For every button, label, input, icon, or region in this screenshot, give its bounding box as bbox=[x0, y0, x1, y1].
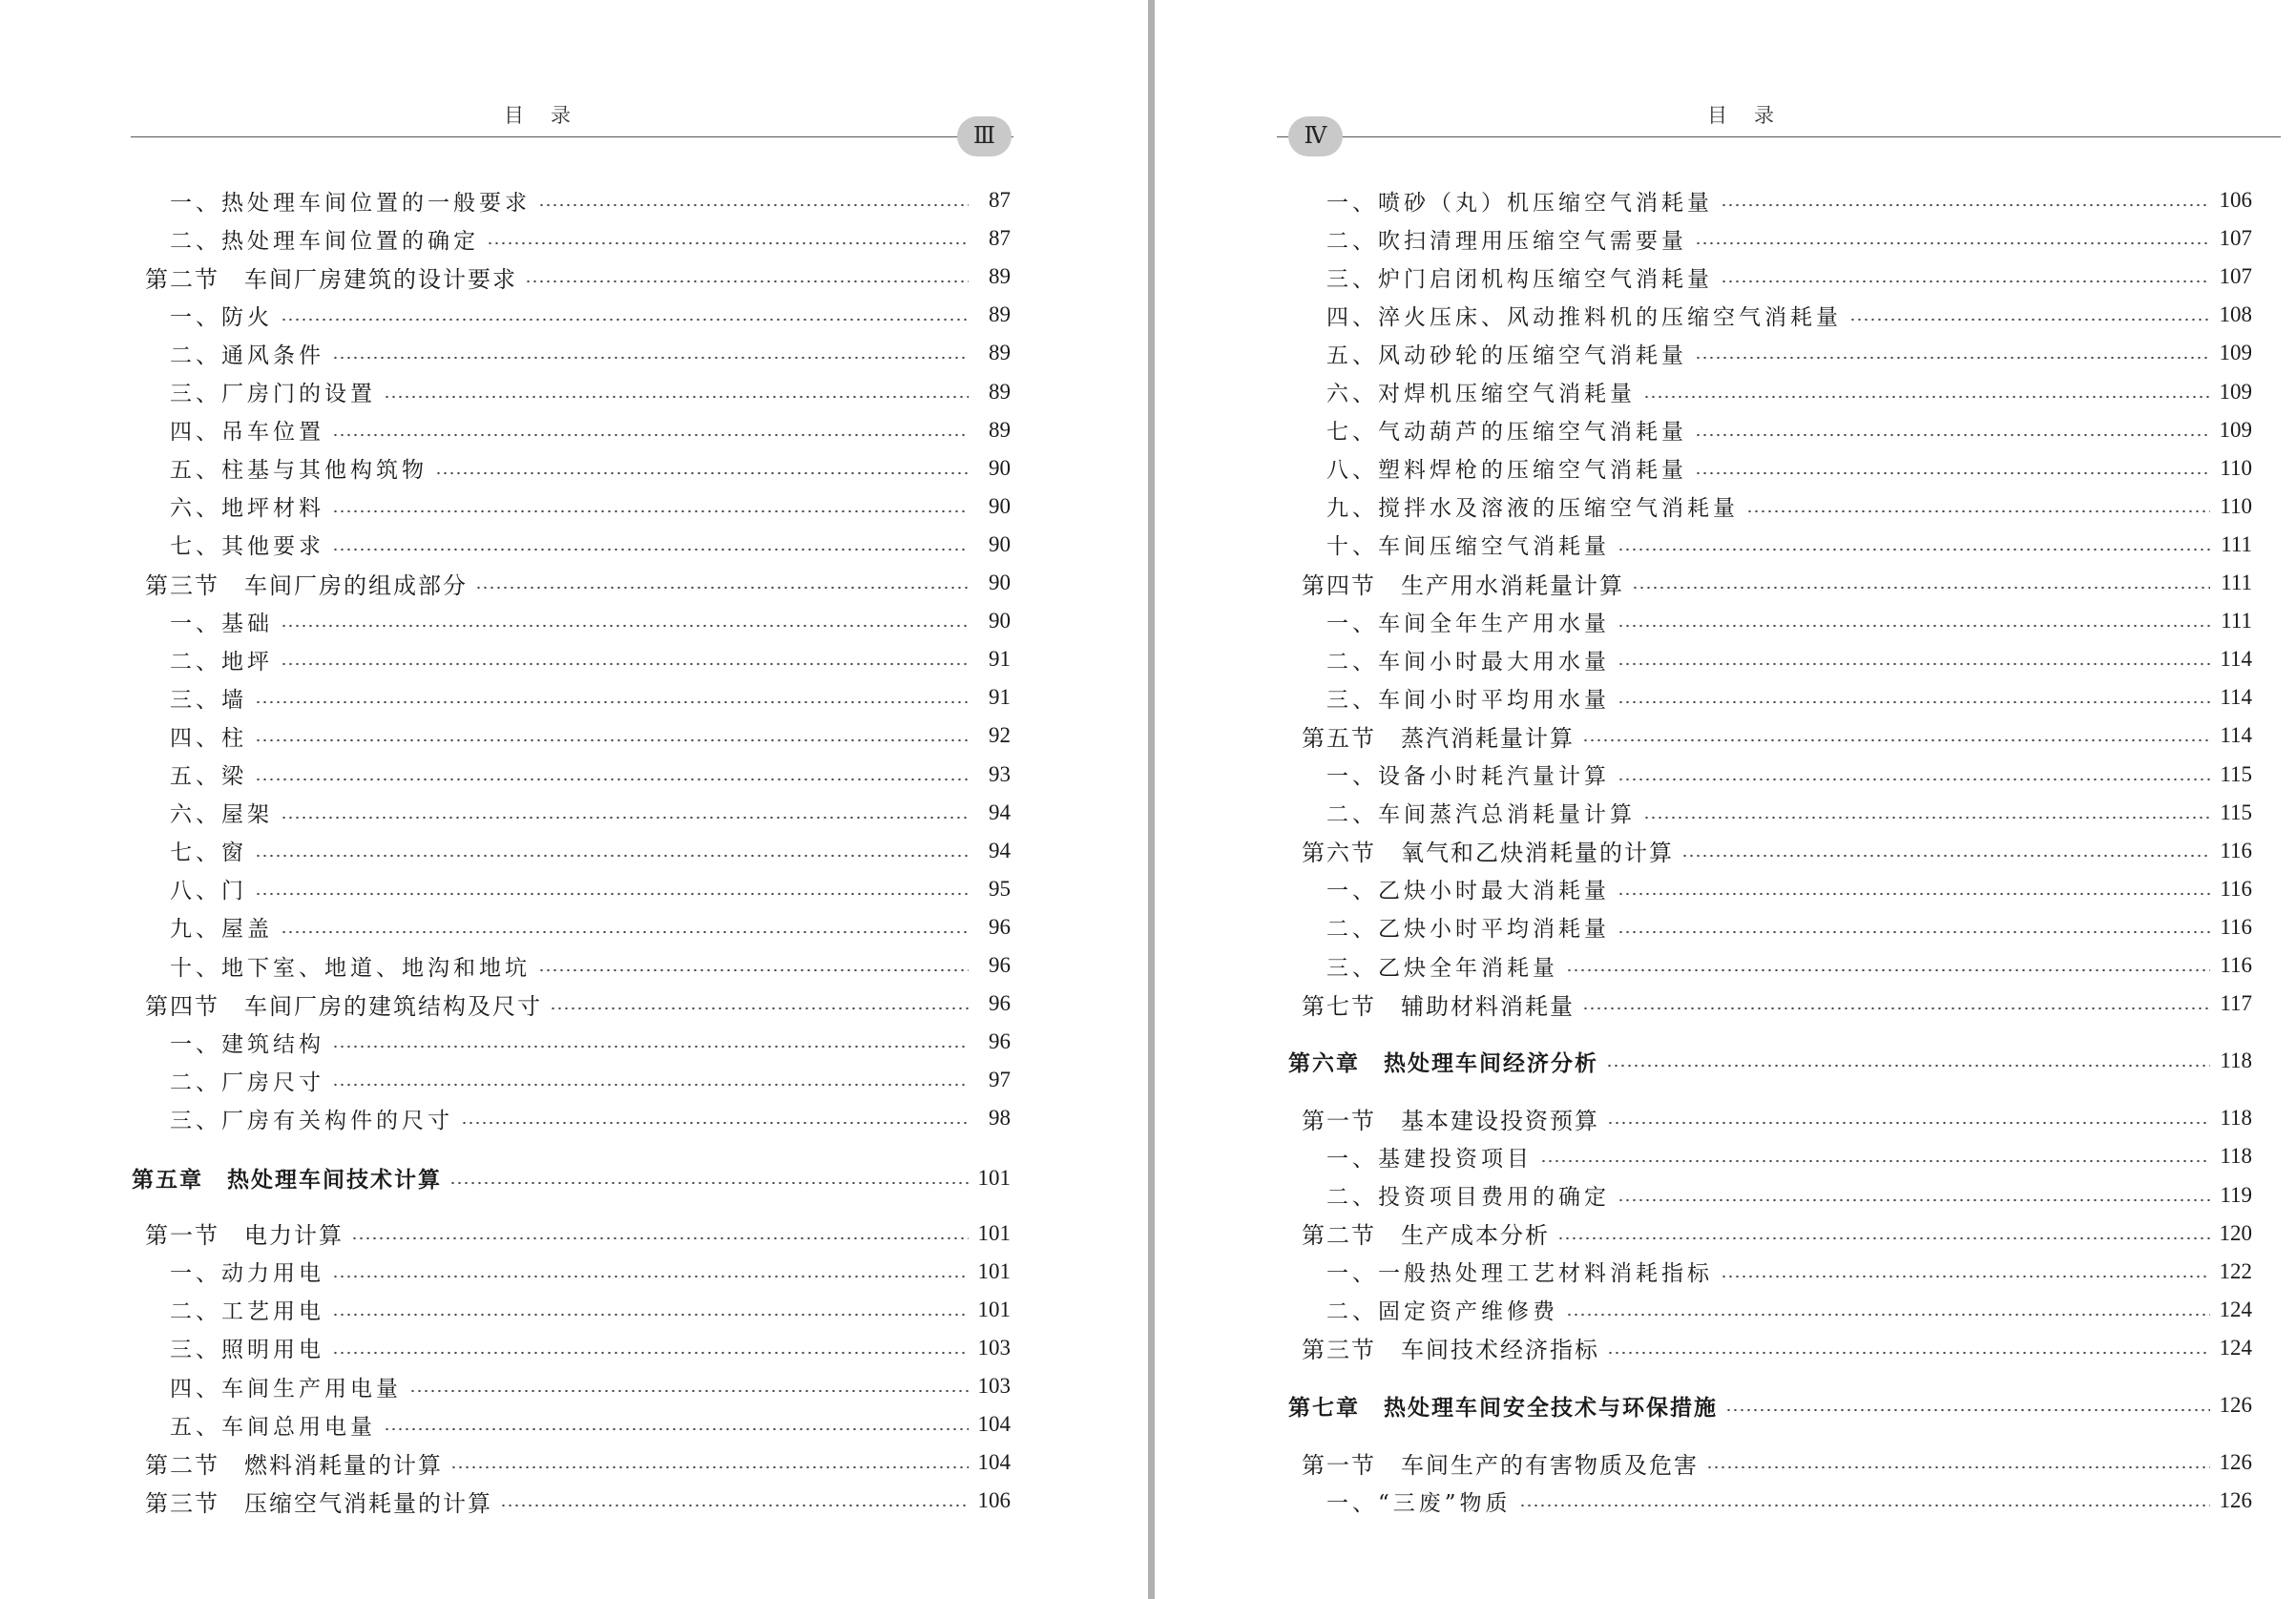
dot-leader bbox=[1618, 892, 2210, 896]
toc-section-entry[interactable] bbox=[1288, 985, 2252, 1023]
toc-entry-page-number: 114 bbox=[2220, 723, 2252, 748]
toc-entry-title: 八、塑料焊枪的压缩空气消耗量 bbox=[1326, 458, 1687, 484]
toc-entry-page-number: 94 bbox=[989, 800, 1011, 824]
toc-item-entry[interactable] bbox=[132, 526, 1011, 564]
dot-leader bbox=[1725, 1408, 2210, 1412]
toc-entry-page-number: 92 bbox=[989, 723, 1011, 748]
dot-leader bbox=[255, 854, 969, 858]
toc-entry-title: 三、墙 bbox=[170, 687, 247, 713]
dot-leader bbox=[1643, 816, 2210, 820]
toc-entry-title: 第二节 燃料消耗量的计算 bbox=[145, 1451, 443, 1479]
toc-item-entry[interactable] bbox=[1288, 373, 2252, 411]
right-page bbox=[1155, 0, 2296, 1599]
toc-entry-page-number: 104 bbox=[977, 1412, 1011, 1437]
toc-entry-title: 四、吊车位置 bbox=[170, 420, 324, 446]
toc-item-entry[interactable] bbox=[132, 870, 1011, 908]
toc-section-entry[interactable] bbox=[132, 1482, 1011, 1520]
toc-entry-title: 五、风动砂轮的压缩空气消耗量 bbox=[1326, 343, 1687, 368]
toc-entry-page-number: 108 bbox=[2219, 302, 2252, 327]
toc-item-entry[interactable] bbox=[132, 411, 1011, 449]
toc-item-entry[interactable] bbox=[1288, 296, 2252, 334]
toc-entry-title: 第一节 车间生产的有害物质及危害 bbox=[1302, 1451, 1699, 1479]
dot-leader bbox=[1695, 471, 2210, 475]
toc-entry-page-number: 96 bbox=[989, 953, 1011, 977]
toc-section-entry[interactable] bbox=[132, 564, 1011, 602]
dot-leader bbox=[435, 471, 969, 475]
toc-item-entry[interactable] bbox=[132, 640, 1011, 678]
toc-entry-title: 一、设备小时耗汽量计算 bbox=[1326, 764, 1610, 789]
toc-entry-page-number: 101 bbox=[977, 1258, 1011, 1283]
toc-item-entry[interactable] bbox=[132, 449, 1011, 488]
toc-item-entry[interactable] bbox=[132, 219, 1011, 258]
toc-entry-page-number: 89 bbox=[989, 264, 1011, 289]
toc-entry-page-number: 101 bbox=[977, 1220, 1011, 1245]
toc-entry-title: 二、车间小时最大用水量 bbox=[1326, 649, 1610, 675]
toc-entry-page-number: 110 bbox=[2220, 493, 2252, 518]
dot-leader bbox=[281, 816, 969, 820]
toc-item-entry[interactable] bbox=[132, 716, 1011, 755]
dot-leader bbox=[487, 241, 969, 245]
toc-entry-title: 五、柱基与其他构筑物 bbox=[170, 458, 428, 484]
toc-entry-title: 第七章 热处理车间安全技术与环保措施 bbox=[1288, 1395, 1718, 1421]
toc-entry-page-number: 90 bbox=[989, 493, 1011, 518]
toc-item-entry[interactable] bbox=[132, 908, 1011, 946]
toc-item-entry[interactable] bbox=[132, 678, 1011, 716]
toc-entry-title: 七、气动葫芦的压缩空气消耗量 bbox=[1326, 420, 1687, 446]
dot-leader bbox=[1618, 548, 2210, 551]
toc-entry-title: 一、动力用电 bbox=[170, 1261, 324, 1287]
toc-entry-title: 八、门 bbox=[170, 879, 247, 904]
toc-item-entry[interactable] bbox=[1288, 1291, 2252, 1329]
toc-item-entry[interactable] bbox=[1288, 946, 2252, 985]
toc-entry-title: 二、地坪 bbox=[170, 649, 273, 675]
dot-leader bbox=[500, 1504, 969, 1507]
toc-item-entry[interactable] bbox=[132, 832, 1011, 870]
toc-entry-title: 第一节 电力计算 bbox=[145, 1222, 344, 1250]
toc-entry-page-number: 94 bbox=[989, 838, 1011, 862]
dot-leader bbox=[538, 203, 969, 207]
toc-item-entry[interactable] bbox=[132, 794, 1011, 832]
dot-leader bbox=[475, 586, 969, 590]
dot-leader bbox=[332, 1045, 969, 1049]
toc-item-entry[interactable] bbox=[132, 1405, 1011, 1443]
toc-entry-title: 一、基础 bbox=[170, 611, 273, 636]
toc-entry-page-number: 111 bbox=[2221, 609, 2252, 633]
toc-entry-title: 一、一般热处理工艺材料消耗指标 bbox=[1326, 1261, 1713, 1287]
dot-leader bbox=[1849, 318, 2210, 322]
toc-item-entry[interactable] bbox=[132, 1329, 1011, 1367]
dot-leader bbox=[281, 930, 969, 934]
toc-item-entry[interactable] bbox=[1288, 1176, 2252, 1215]
toc-entry-title: 三、乙炔全年消耗量 bbox=[1326, 955, 1558, 981]
toc-entry-title: 一、热处理车间位置的一般要求 bbox=[170, 190, 531, 216]
toc-entry-page-number: 109 bbox=[2219, 417, 2252, 442]
toc-entry-page-number: 87 bbox=[989, 188, 1011, 212]
dot-leader bbox=[255, 892, 969, 896]
toc-entry-title: 第六章 热处理车间经济分析 bbox=[1288, 1050, 1598, 1076]
toc-section-entry[interactable] bbox=[132, 985, 1011, 1023]
toc-item-entry[interactable] bbox=[1288, 640, 2252, 678]
toc-entry-title: 第三节 压缩空气消耗量的计算 bbox=[145, 1489, 492, 1517]
toc-item-entry[interactable] bbox=[1288, 449, 2252, 488]
dot-leader bbox=[1618, 624, 2210, 628]
toc-entry-title: 一、“三废”物质 bbox=[1326, 1490, 1512, 1516]
toc-entry-page-number: 116 bbox=[2220, 838, 2252, 862]
toc-entry-title: 二、通风条件 bbox=[170, 343, 324, 368]
toc-item-entry[interactable] bbox=[132, 334, 1011, 372]
toc-section-entry[interactable] bbox=[1288, 716, 2252, 755]
dot-leader bbox=[449, 1181, 969, 1185]
dot-leader bbox=[1566, 968, 2210, 972]
dot-leader bbox=[461, 1121, 969, 1125]
toc-entry-title: 二、投资项目费用的确定 bbox=[1326, 1185, 1610, 1210]
toc-entry-page-number: 124 bbox=[2219, 1335, 2252, 1360]
dot-leader bbox=[332, 509, 969, 513]
toc-entry-page-number: 95 bbox=[989, 876, 1011, 901]
dot-leader bbox=[351, 1236, 969, 1240]
toc-entry-page-number: 122 bbox=[2219, 1258, 2252, 1283]
dot-leader bbox=[332, 1083, 969, 1087]
toc-item-entry[interactable] bbox=[1288, 488, 2252, 526]
toc-item-entry[interactable] bbox=[1288, 908, 2252, 946]
toc-entry-title: 十、车间压缩空气消耗量 bbox=[1326, 534, 1610, 560]
dot-leader bbox=[332, 1313, 969, 1317]
toc-item-entry[interactable] bbox=[1288, 258, 2252, 296]
toc-entry-page-number: 118 bbox=[2220, 1106, 2252, 1131]
running-head: 目录 bbox=[504, 104, 597, 127]
toc-entry-page-number: 109 bbox=[2219, 341, 2252, 365]
toc-item-entry[interactable] bbox=[132, 1061, 1011, 1099]
toc-item-entry[interactable] bbox=[132, 488, 1011, 526]
toc-entry-page-number: 101 bbox=[977, 1297, 1011, 1321]
toc-entry-title: 二、车间蒸汽总消耗量计算 bbox=[1326, 802, 1636, 828]
toc-entry-page-number: 103 bbox=[977, 1374, 1011, 1398]
toc-entry-title: 九、屋盖 bbox=[170, 917, 273, 943]
toc-entry-title: 四、柱 bbox=[170, 725, 247, 751]
dot-leader bbox=[409, 1389, 969, 1393]
toc-item-entry[interactable] bbox=[132, 756, 1011, 794]
toc-entry-page-number: 110 bbox=[2220, 455, 2252, 480]
toc-entry-title: 第五节 蒸汽消耗量计算 bbox=[1302, 724, 1575, 752]
toc-entry-page-number: 96 bbox=[989, 1029, 1011, 1054]
toc-entry-page-number: 118 bbox=[2220, 1144, 2252, 1169]
dot-leader bbox=[1606, 1064, 2210, 1068]
dot-leader bbox=[332, 356, 969, 360]
dot-leader bbox=[332, 548, 969, 551]
dot-leader bbox=[1582, 1007, 2210, 1010]
dot-leader bbox=[538, 968, 969, 972]
dot-leader bbox=[1607, 1351, 2210, 1355]
toc-entry-page-number: 117 bbox=[2220, 991, 2252, 1016]
toc-item-entry[interactable] bbox=[132, 181, 1011, 219]
dot-leader bbox=[1557, 1236, 2210, 1240]
toc-entry-page-number: 111 bbox=[2221, 531, 2252, 556]
toc-entry-page-number: 89 bbox=[989, 341, 1011, 365]
toc-entry-page-number: 114 bbox=[2220, 647, 2252, 672]
toc-entry-title: 第二节 生产成本分析 bbox=[1302, 1222, 1550, 1250]
toc-entry-title: 第二节 车间厂房建筑的设计要求 bbox=[145, 265, 517, 293]
dot-leader bbox=[1721, 1275, 2210, 1278]
toc-entry-page-number: 118 bbox=[2220, 1049, 2252, 1073]
dot-leader bbox=[332, 1351, 969, 1355]
dot-leader bbox=[281, 318, 969, 322]
dot-leader bbox=[1618, 778, 2210, 781]
toc-entry-page-number: 106 bbox=[977, 1488, 1011, 1513]
dot-leader bbox=[1566, 1313, 2210, 1317]
dot-leader bbox=[1643, 395, 2210, 399]
toc-entry-title: 五、梁 bbox=[170, 764, 247, 789]
toc-entry-page-number: 115 bbox=[2220, 800, 2252, 824]
toc-entry-title: 四、车间生产用电量 bbox=[170, 1376, 402, 1402]
toc-entry-page-number: 119 bbox=[2220, 1182, 2252, 1207]
toc-item-entry[interactable] bbox=[1288, 526, 2252, 564]
toc-entry-page-number: 114 bbox=[2220, 685, 2252, 710]
toc-entry-title: 一、车间全年生产用水量 bbox=[1326, 611, 1610, 636]
toc-item-entry[interactable] bbox=[132, 946, 1011, 985]
toc-entry-title: 第一节 基本建设投资预算 bbox=[1302, 1107, 1599, 1134]
toc-entry-page-number: 126 bbox=[2219, 1450, 2252, 1475]
toc-entry-page-number: 90 bbox=[989, 531, 1011, 556]
toc-entry-title: 二、乙炔小时平均消耗量 bbox=[1326, 917, 1610, 943]
toc-item-entry[interactable] bbox=[1288, 334, 2252, 372]
toc-entry-title: 一、建筑结构 bbox=[170, 1031, 324, 1057]
toc-entry-title: 三、车间小时平均用水量 bbox=[1326, 687, 1610, 713]
toc-entry-page-number: 126 bbox=[2219, 1393, 2252, 1417]
toc-entry-title: 三、厂房有关构件的尺寸 bbox=[170, 1108, 453, 1133]
toc-entry-title: 二、吹扫清理用压缩空气需要量 bbox=[1326, 228, 1687, 254]
toc-entry-title: 七、其他要求 bbox=[170, 534, 324, 560]
toc-entry-title: 十、地下室、地道、地沟和地坑 bbox=[170, 955, 531, 981]
toc-item-entry[interactable] bbox=[1288, 219, 2252, 258]
toc-entry-title: 九、搅拌水及溶液的压缩空气消耗量 bbox=[1326, 496, 1739, 522]
dot-leader bbox=[332, 433, 969, 437]
toc-entry-title: 二、工艺用电 bbox=[170, 1299, 324, 1325]
toc-entry-page-number: 89 bbox=[989, 302, 1011, 327]
toc-section-entry[interactable] bbox=[132, 258, 1011, 296]
toc-entry-page-number: 106 bbox=[2219, 188, 2252, 212]
toc-item-entry[interactable] bbox=[1288, 756, 2252, 794]
toc-entry-title: 一、基建投资项目 bbox=[1326, 1146, 1533, 1172]
dot-leader bbox=[1721, 203, 2210, 207]
toc-entry-page-number: 107 bbox=[2219, 226, 2252, 251]
toc-entry-page-number: 103 bbox=[977, 1335, 1011, 1360]
toc-entry-title: 第三节 车间厂房的组成部分 bbox=[145, 571, 468, 599]
toc-item-entry[interactable] bbox=[1288, 794, 2252, 832]
page-number-badge: Ⅳ bbox=[1288, 116, 1343, 156]
toc-item-entry[interactable] bbox=[1288, 1482, 2252, 1520]
toc-chapter-entry[interactable] bbox=[1288, 1042, 2252, 1080]
toc-entry-page-number: 98 bbox=[989, 1106, 1011, 1131]
toc-section-entry[interactable] bbox=[1288, 1215, 2252, 1253]
toc-entry-title: 四、淬火压床、风动推料机的压缩空气消耗量 bbox=[1326, 304, 1842, 330]
dot-leader bbox=[384, 395, 969, 399]
toc-item-entry[interactable] bbox=[1288, 678, 2252, 716]
toc-entry-page-number: 116 bbox=[2220, 876, 2252, 901]
toc-entry-title: 第五章 热处理车间技术计算 bbox=[132, 1168, 442, 1193]
dot-leader bbox=[1681, 854, 2210, 858]
dot-leader bbox=[1618, 930, 2210, 934]
toc-entry-title: 一、防火 bbox=[170, 304, 273, 330]
toc-entry-page-number: 104 bbox=[977, 1450, 1011, 1475]
toc-entry-page-number: 101 bbox=[977, 1165, 1011, 1190]
toc-entry-page-number: 89 bbox=[989, 379, 1011, 404]
dot-leader bbox=[1607, 1121, 2210, 1125]
dot-leader bbox=[1632, 586, 2210, 590]
toc-entry-page-number: 90 bbox=[989, 609, 1011, 633]
toc-section-entry[interactable] bbox=[132, 1215, 1011, 1253]
toc-entry-title: 二、固定资产维修费 bbox=[1326, 1299, 1558, 1325]
toc-section-entry[interactable] bbox=[1288, 564, 2252, 602]
toc-entry-title: 二、热处理车间位置的确定 bbox=[170, 228, 479, 254]
dot-leader bbox=[1618, 1198, 2210, 1202]
dot-leader bbox=[281, 624, 969, 628]
toc-entry-title: 三、厂房门的设置 bbox=[170, 382, 376, 406]
toc-entry-page-number: 107 bbox=[2219, 264, 2252, 289]
toc-section-entry[interactable] bbox=[1288, 1443, 2252, 1482]
toc-entry-title: 六、地坪材料 bbox=[170, 496, 324, 522]
dot-leader bbox=[281, 662, 969, 666]
toc-section-entry[interactable] bbox=[1288, 1329, 2252, 1367]
toc-item-entry[interactable] bbox=[132, 1253, 1011, 1291]
toc-chapter-entry[interactable] bbox=[132, 1159, 1011, 1197]
toc-entry-page-number: 93 bbox=[989, 761, 1011, 786]
toc-entry-page-number: 89 bbox=[989, 417, 1011, 442]
toc-entry-page-number: 90 bbox=[989, 455, 1011, 480]
dot-leader bbox=[450, 1465, 969, 1469]
dot-leader bbox=[1695, 241, 2210, 245]
toc-item-entry[interactable] bbox=[1288, 1253, 2252, 1291]
toc-entry-page-number: 87 bbox=[989, 226, 1011, 251]
toc-entry-page-number: 111 bbox=[2221, 571, 2252, 594]
dot-leader bbox=[1519, 1504, 2210, 1507]
toc-item-entry[interactable] bbox=[1288, 870, 2252, 908]
toc-item-entry[interactable] bbox=[1288, 411, 2252, 449]
toc-entry-title: 第六节 氧气和乙炔消耗量的计算 bbox=[1302, 840, 1674, 867]
toc-entry-page-number: 116 bbox=[2220, 914, 2252, 939]
running-head: 目录 bbox=[1707, 104, 1801, 127]
toc-entry-title: 第七节 辅助材料消耗量 bbox=[1302, 992, 1575, 1020]
toc-item-entry[interactable] bbox=[132, 1367, 1011, 1405]
dot-leader bbox=[1746, 509, 2210, 513]
toc-entry-page-number: 116 bbox=[2220, 953, 2252, 977]
book-gutter bbox=[1148, 0, 1155, 1599]
toc-entry-title: 三、炉门启闭机构压缩空气消耗量 bbox=[1326, 266, 1713, 292]
toc-item-entry[interactable] bbox=[1288, 181, 2252, 219]
dot-leader bbox=[255, 738, 969, 742]
dot-leader bbox=[255, 778, 969, 781]
dot-leader bbox=[1618, 700, 2210, 704]
toc-entry-title: 第三节 车间技术经济指标 bbox=[1302, 1337, 1599, 1364]
toc-entry-title: 三、照明用电 bbox=[170, 1338, 324, 1363]
toc-section-entry[interactable] bbox=[132, 1443, 1011, 1482]
toc-entry-page-number: 124 bbox=[2219, 1297, 2252, 1321]
dot-leader bbox=[1695, 433, 2210, 437]
toc-entry-page-number: 120 bbox=[2219, 1220, 2252, 1245]
toc-entry-title: 第四节 生产用水消耗量计算 bbox=[1302, 571, 1624, 599]
toc-entry-title: 五、车间总用电量 bbox=[170, 1414, 376, 1440]
toc-entry-page-number: 97 bbox=[989, 1068, 1011, 1092]
toc-entry-page-number: 96 bbox=[989, 914, 1011, 939]
toc-item-entry[interactable] bbox=[132, 296, 1011, 334]
toc-entry-page-number: 96 bbox=[989, 991, 1011, 1016]
dot-leader bbox=[1582, 738, 2210, 742]
dot-leader bbox=[1618, 662, 2210, 666]
toc-entry-page-number: 91 bbox=[989, 647, 1011, 672]
dot-leader bbox=[255, 700, 969, 704]
toc-chapter-entry[interactable] bbox=[1288, 1386, 2252, 1424]
toc-entry-title: 七、窗 bbox=[170, 841, 247, 866]
dot-leader bbox=[550, 1007, 969, 1010]
toc-item-entry[interactable] bbox=[1288, 1137, 2252, 1175]
toc-entry-title: 一、乙炔小时最大消耗量 bbox=[1326, 879, 1610, 904]
dot-leader bbox=[1721, 280, 2210, 283]
dot-leader bbox=[384, 1427, 969, 1431]
toc-entry-page-number: 91 bbox=[989, 685, 1011, 710]
toc-entry-title: 六、屋架 bbox=[170, 802, 273, 828]
dot-leader bbox=[1695, 356, 2210, 360]
toc-entry-title: 六、对焊机压缩空气消耗量 bbox=[1326, 382, 1636, 406]
header-rule bbox=[1277, 136, 2281, 137]
toc-entry-page-number: 126 bbox=[2219, 1488, 2252, 1513]
toc-entry-title: 一、喷砂（丸）机压缩空气消耗量 bbox=[1326, 190, 1713, 216]
dot-leader bbox=[525, 280, 969, 283]
toc-item-entry[interactable] bbox=[132, 1099, 1011, 1137]
toc-item-entry[interactable] bbox=[132, 1291, 1011, 1329]
toc-item-entry[interactable] bbox=[132, 602, 1011, 640]
toc-entry-title: 第四节 车间厂房的建筑结构及尺寸 bbox=[145, 992, 542, 1020]
toc-item-entry[interactable] bbox=[1288, 602, 2252, 640]
toc-entry-title: 二、厂房尺寸 bbox=[170, 1069, 324, 1095]
dot-leader bbox=[332, 1275, 969, 1278]
toc-section-entry[interactable] bbox=[1288, 1099, 2252, 1137]
toc-item-entry[interactable] bbox=[132, 373, 1011, 411]
toc-entry-page-number: 115 bbox=[2220, 761, 2252, 786]
page-number-badge: Ⅲ bbox=[957, 116, 1012, 156]
toc-section-entry[interactable] bbox=[1288, 832, 2252, 870]
toc-entry-page-number: 90 bbox=[989, 571, 1011, 594]
toc-item-entry[interactable] bbox=[132, 1023, 1011, 1061]
dot-leader bbox=[1540, 1159, 2210, 1163]
dot-leader bbox=[1706, 1465, 2210, 1469]
toc-entry-page-number: 109 bbox=[2219, 379, 2252, 404]
header-rule bbox=[131, 136, 1013, 137]
